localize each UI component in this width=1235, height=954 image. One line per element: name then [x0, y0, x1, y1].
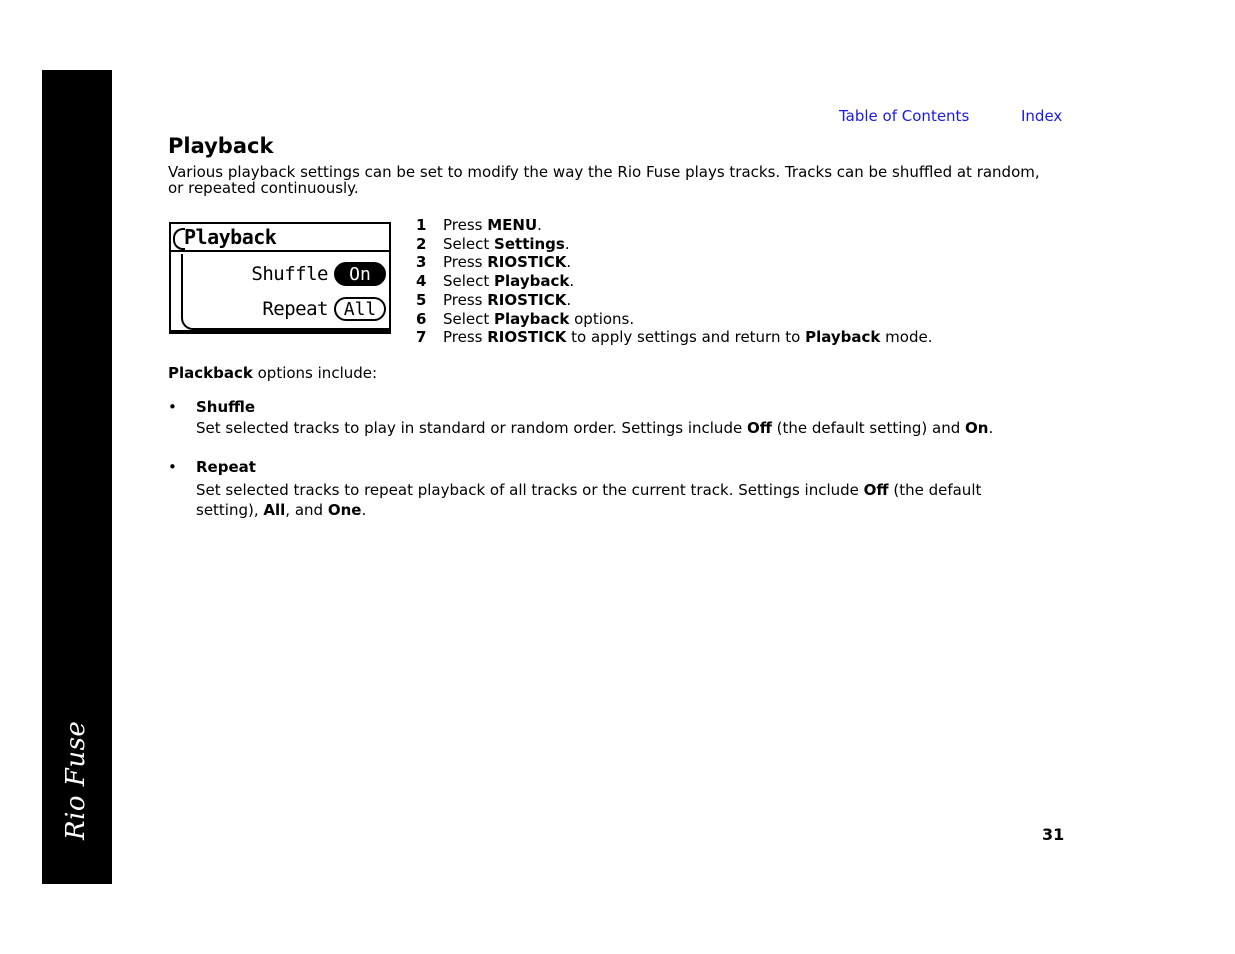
step-text: Press RIOSTICK. [443, 253, 572, 272]
device-screen-header [171, 224, 389, 252]
options-intro: Plackback options include: [168, 364, 378, 382]
shuffle-description: Set selected tracks to play in standard or random order. Settings include Off (the default setting) and On. [196, 419, 994, 437]
step-text: Select Settings. [443, 234, 570, 253]
step-number: 2 [416, 234, 427, 253]
device-shuffle-row [251, 262, 386, 286]
step-number: 5 [416, 290, 427, 309]
step-item [416, 235, 932, 254]
step-text: Select Playback options. [443, 309, 635, 328]
step-number: 7 [416, 328, 427, 347]
device-shuffle-value: On [334, 262, 386, 286]
repeat-heading: Repeat [196, 458, 256, 476]
step-item [416, 310, 932, 329]
index-link[interactable]: Index [1021, 107, 1063, 125]
repeat-description: Set selected tracks to repeat playback of all tracks or the current track. Settings include Off (the default setting), All, and One. [196, 481, 982, 519]
step-text: Press RIOSTICK. [443, 290, 572, 309]
page-title: Playback [168, 134, 274, 158]
bullet-icon: • [168, 458, 177, 476]
bullet-icon: • [168, 398, 177, 416]
step-number: 4 [416, 272, 427, 291]
step-number: 1 [416, 216, 427, 234]
step-item [416, 291, 932, 310]
device-shuffle-label: Shuffle [251, 263, 328, 285]
step-text: Select Playback. [443, 272, 575, 291]
sidebar-title: Rio Fuse [61, 720, 91, 840]
step-item [416, 272, 932, 291]
table-of-contents-link[interactable]: Table of Contents [839, 107, 970, 125]
step-item [416, 216, 932, 235]
step-number: 6 [416, 309, 427, 328]
step-text: Press MENU. [443, 216, 542, 234]
device-screen-title: Playback [184, 225, 277, 249]
step-text: Press RIOSTICK to apply settings and return to Playback mode. [443, 328, 933, 347]
shuffle-heading: Shuffle [196, 398, 256, 416]
step-item [416, 328, 932, 347]
intro-paragraph: Various playback settings can be set to modify the way the Rio Fuse plays tracks. Tracks can be shuffled at random, or repeated continuously. [168, 163, 1040, 197]
device-repeat-row [262, 297, 386, 321]
steps-list [416, 216, 932, 347]
device-repeat-label: Repeat [262, 298, 328, 320]
step-number: 3 [416, 253, 427, 272]
device-repeat-value: All [334, 297, 386, 321]
page-number: 31 [1042, 825, 1065, 844]
step-item [416, 253, 932, 272]
device-screen-image [169, 222, 391, 334]
